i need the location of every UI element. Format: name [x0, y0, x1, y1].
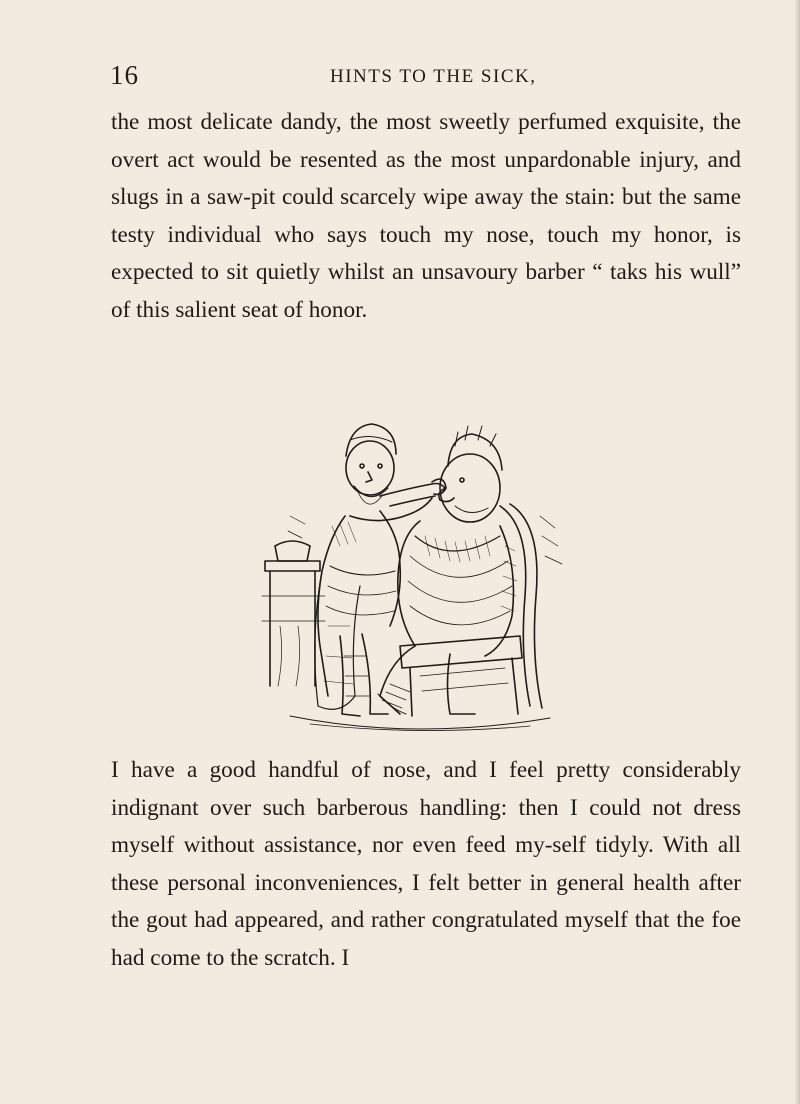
running-title: HINTS TO THE SICK, — [330, 66, 537, 87]
engraving-svg — [250, 396, 580, 742]
page-number: 16 — [110, 60, 139, 90]
page-edge-shadow — [794, 0, 800, 1104]
paragraph-top: the most delicate dandy, the most sweetly perfumed exquisite, the overt act would be resented as the most unpardonable injury, and slugs in a saw-pit could scarcely wipe away the stain: but the same testy individual who says touch my nose, touch my honor, is expected to sit quietly whilst an unsavoury barber “ taks his wull” of this salient seat of honor. — [111, 109, 741, 323]
paragraph-bottom: I have a good handful of nose, and I feel pretty considerably indignant over such barberous handling: then I could not dress myself without assistance, nor even feed my-self tidyly. With all these personal inconveniences, I felt better in general health after the gout had appeared, and rather congratulated myself that the foe had come to the scratch. I — [111, 757, 741, 971]
barber-illustration — [250, 396, 580, 742]
running-head — [110, 60, 730, 90]
